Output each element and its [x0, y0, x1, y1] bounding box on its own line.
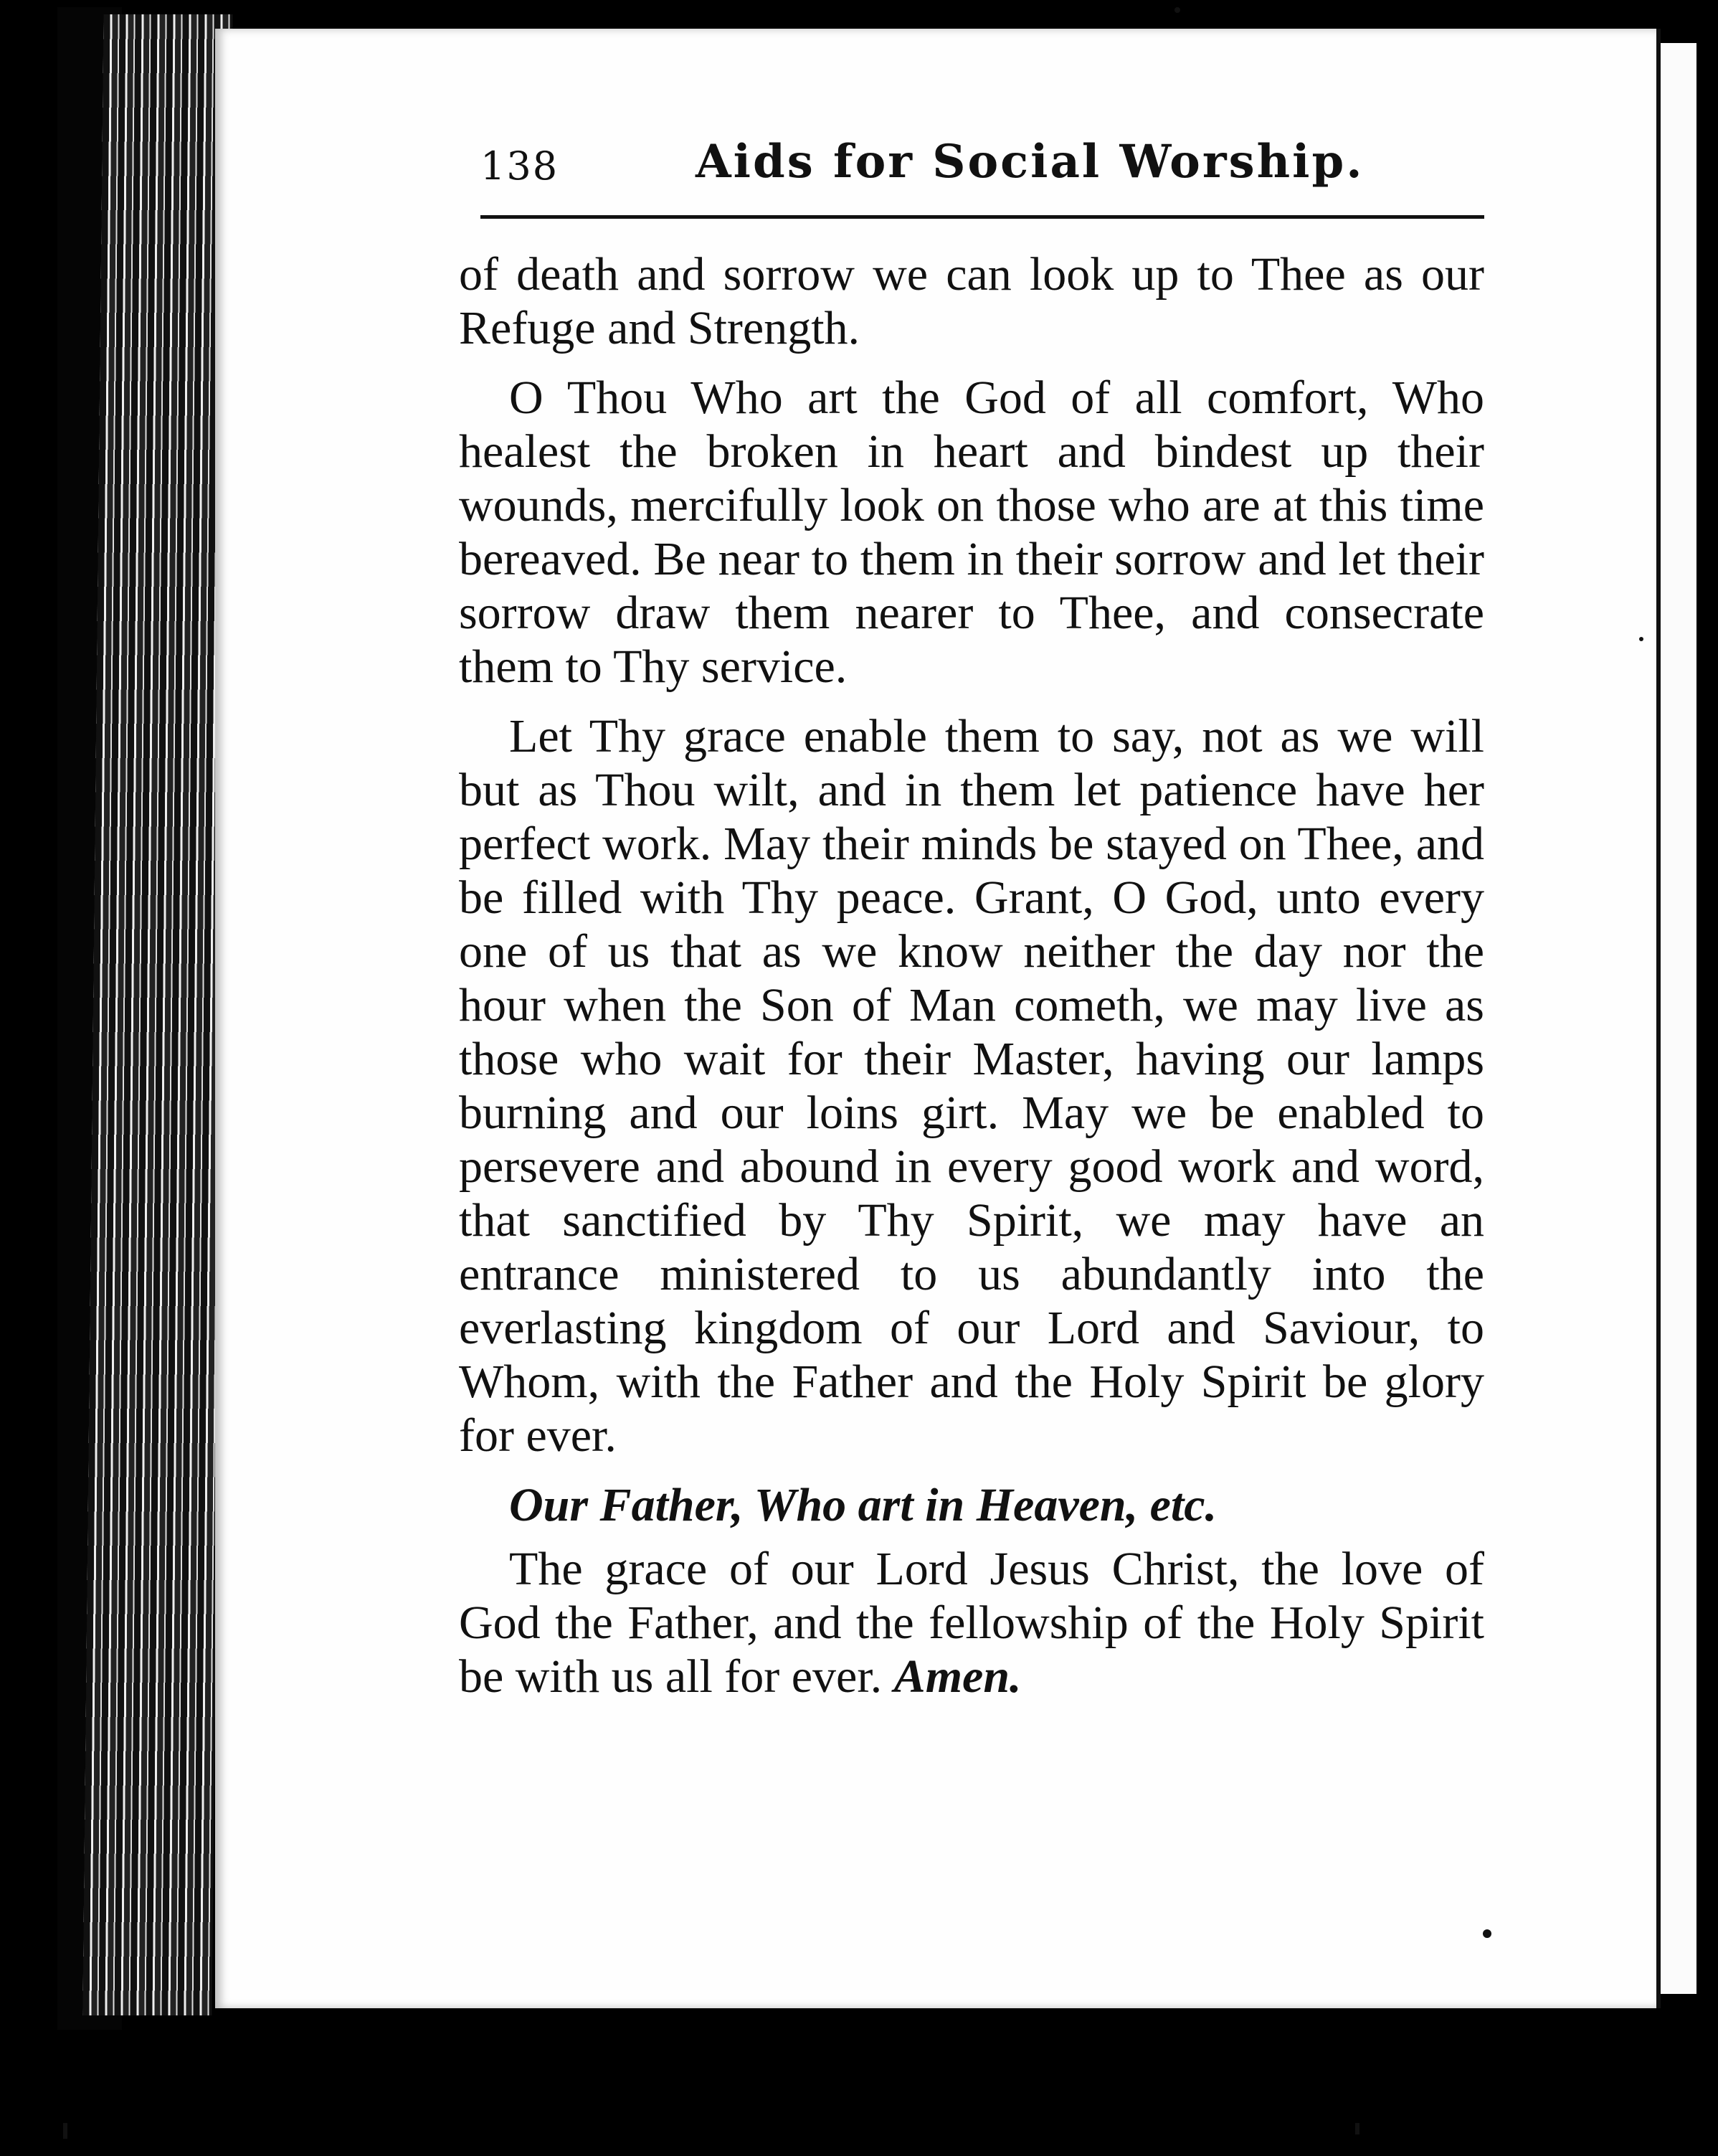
scan-mark: [63, 2123, 67, 2139]
page-number: 138: [480, 143, 559, 189]
page-body: [459, 247, 1484, 1719]
page-block-edges: [82, 14, 232, 2015]
header-rule: [480, 215, 1484, 219]
ink-speck: [1639, 637, 1643, 641]
paragraph-comfort: O Thou Who art the God of all comfort, Who healest the broken in heart and bindest up their wounds, mercifully look on those who are at this time bereaved. Be near to them in their sorrow and let their sorrow draw them nearer to Thee, and consecrate them to Thy service.: [459, 372, 1484, 693]
benediction-text: The grace of our Lord Jesus Christ, the love of God the Father, and the fellowship of the Holy Spirit be with us all for ever.: [459, 1543, 1484, 1703]
benediction: [459, 1542, 1484, 1703]
paragraph-continuation: of death and sorrow we can look up to Thee as our Refuge and Strength.: [459, 248, 1484, 354]
ink-speck: [1174, 7, 1180, 13]
amen: Amen.: [893, 1650, 1022, 1703]
paragraph-grace: Let Thy grace enable them to say, not as we will but as Thou wilt, and in them let patience have her perfect work. May their minds be stayed on Thee, and be filled with Thy peace. Grant, O God, unto every one of us that as we know neither the day nor the hour when the Son of Man cometh, we may live as those who wait for their Master, having our lamps burning and our loins girt. May we be enabled to persevere and abound in every good work and word, that sanctified by Thy Spirit, we may have an entrance ministered to us abundantly into the everlasting kingdom of our Lord and Saviour, to Whom, with the Father and the Holy Spirit be glory for ever.: [459, 710, 1484, 1462]
facing-page-edge: [1661, 43, 1696, 1994]
ink-speck: [1483, 1929, 1491, 1938]
page-header: [480, 135, 1484, 214]
lords-prayer-line: Our Father, Who art in Heaven, etc.: [509, 1479, 1218, 1531]
scan-mark: [1355, 2123, 1359, 2134]
running-head: Aids for Social Worship.: [696, 135, 1365, 189]
